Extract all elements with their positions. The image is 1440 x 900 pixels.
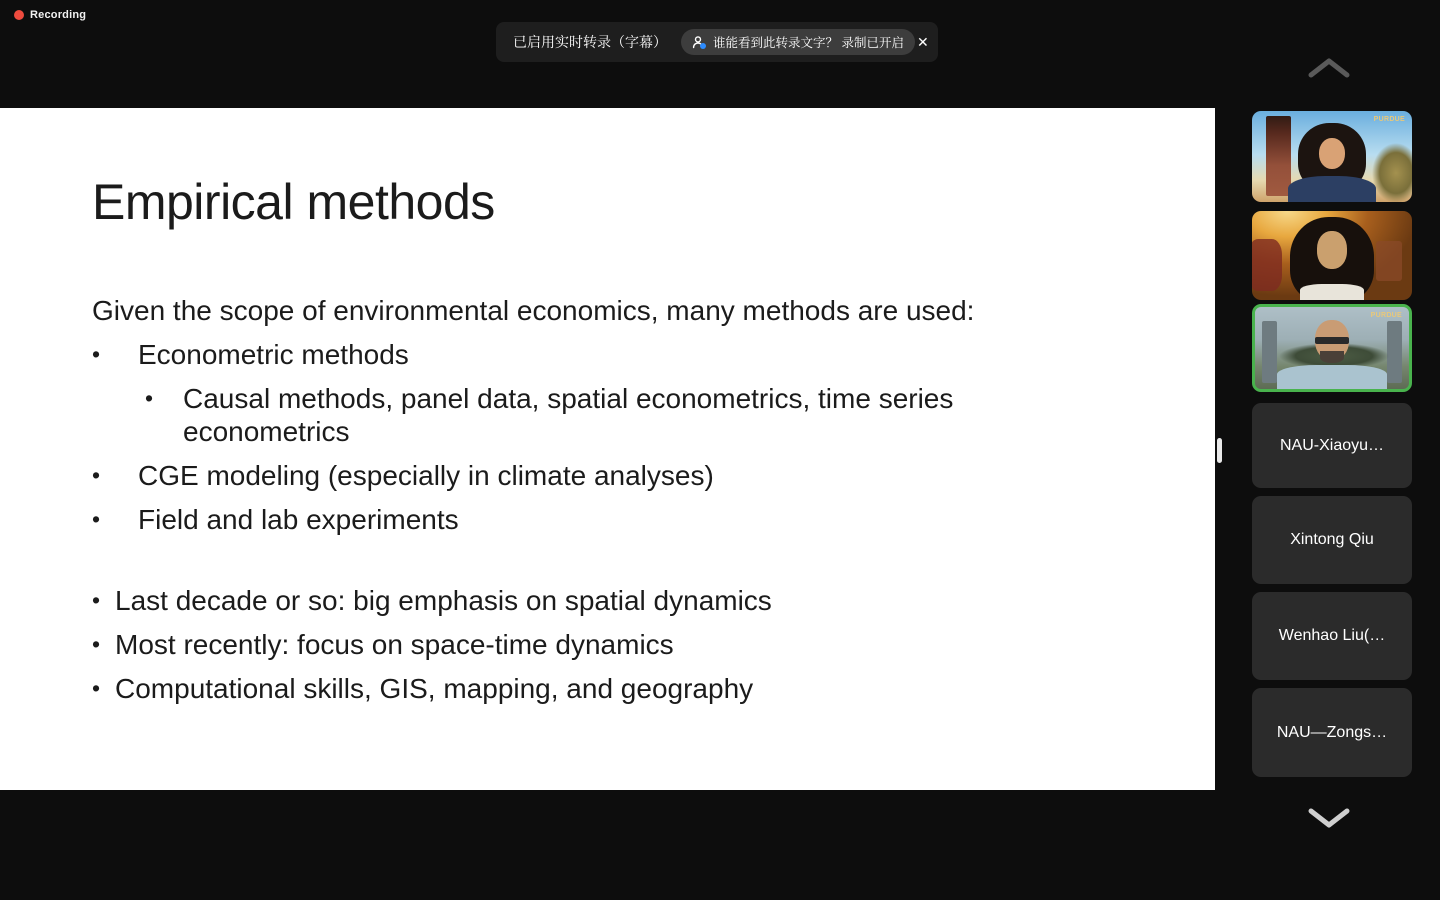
method-bullet-list [92, 338, 1052, 547]
bullet-icon: • [92, 462, 101, 488]
gateway-pillar-left [1262, 321, 1277, 383]
participant-body [1288, 176, 1376, 202]
transcription-scope-button[interactable] [681, 29, 915, 55]
bell-tower-background [1266, 116, 1291, 196]
participant-name-label: Xintong Qiu [1290, 531, 1374, 548]
wall-poster [1376, 241, 1402, 281]
bullet-text: Most recently: focus on space-time dynamics [115, 629, 674, 660]
recording-label: Recording [30, 9, 87, 21]
bullet-item [92, 338, 1052, 371]
bullet-icon: • [92, 631, 101, 657]
bullet-item [92, 628, 1112, 661]
participant-name-tile[interactable] [1252, 496, 1412, 584]
bullet-icon: • [92, 506, 101, 532]
bullet-icon: • [92, 341, 101, 367]
chevron-up-icon [1306, 54, 1352, 82]
participant-name-tile[interactable] [1252, 592, 1412, 680]
bullet-icon: • [92, 587, 101, 613]
bullet-text: Causal methods, panel data, spatial econometrics, time series econometrics [183, 383, 954, 447]
bullet-icon: • [92, 675, 101, 701]
chevron-down-icon [1306, 804, 1352, 832]
gateway-pillar-right [1387, 321, 1402, 383]
participant-name-label: NAU-Xiaoyu… [1279, 436, 1385, 454]
trend-bullet-list [92, 584, 1112, 716]
shared-screen-slide [0, 108, 1215, 790]
bullet-icon: • [145, 385, 154, 411]
participant-name-tile[interactable] [1252, 403, 1412, 488]
recording-indicator [14, 9, 86, 21]
bullet-text: Computational skills, GIS, mapping, and geography [115, 673, 754, 704]
recording-dot-icon [14, 10, 24, 20]
video-tile-participant-1[interactable] [1252, 111, 1412, 202]
university-watermark: PURDUE [1370, 312, 1402, 319]
close-icon[interactable]: ✕ [916, 34, 929, 50]
tree-background [1372, 143, 1412, 202]
bullet-item [92, 672, 1112, 705]
participant-name-label: Wenhao Liu(… [1278, 627, 1386, 644]
bullet-text: Last decade or so: big emphasis on spatial dynamics [115, 585, 772, 616]
transcription-label: 已启用实时转录（字幕） [513, 34, 667, 50]
participants-panel [1215, 0, 1440, 900]
participant-face [1319, 138, 1345, 169]
university-watermark: PURDUE [1373, 116, 1405, 123]
participant-beard [1320, 351, 1344, 363]
bullet-item [92, 584, 1112, 617]
person-icon [692, 35, 707, 50]
participant-name-label: NAU—Zongs… [1276, 723, 1388, 741]
room-background [1252, 239, 1282, 291]
participant-body [1300, 284, 1364, 300]
scroll-down-button[interactable] [1306, 804, 1352, 832]
bullet-text: Econometric methods [138, 339, 409, 370]
scroll-up-button[interactable] [1306, 54, 1352, 82]
participant-face [1317, 231, 1347, 269]
bullet-item [92, 503, 1052, 536]
status-dot-icon [700, 43, 706, 49]
video-tile-active-speaker[interactable] [1252, 304, 1412, 392]
bullet-item [145, 382, 1052, 448]
bullet-item [92, 459, 1052, 492]
participant-name-tile[interactable] [1252, 688, 1412, 777]
slide-title: Empirical methods [92, 174, 495, 230]
video-tile-participant-2[interactable] [1252, 211, 1412, 300]
slide-intro: Given the scope of environmental economics, many methods are used: [92, 295, 975, 326]
bullet-text: Field and lab experiments [138, 504, 459, 535]
glasses-icon [1315, 337, 1349, 344]
transcription-banner [496, 22, 938, 62]
participant-body [1277, 365, 1387, 391]
bullet-text: CGE modeling (especially in climate analyses) [138, 460, 714, 491]
transcription-scope-label: 谁能看到此转录文字？ 录制已开启 [713, 36, 904, 50]
